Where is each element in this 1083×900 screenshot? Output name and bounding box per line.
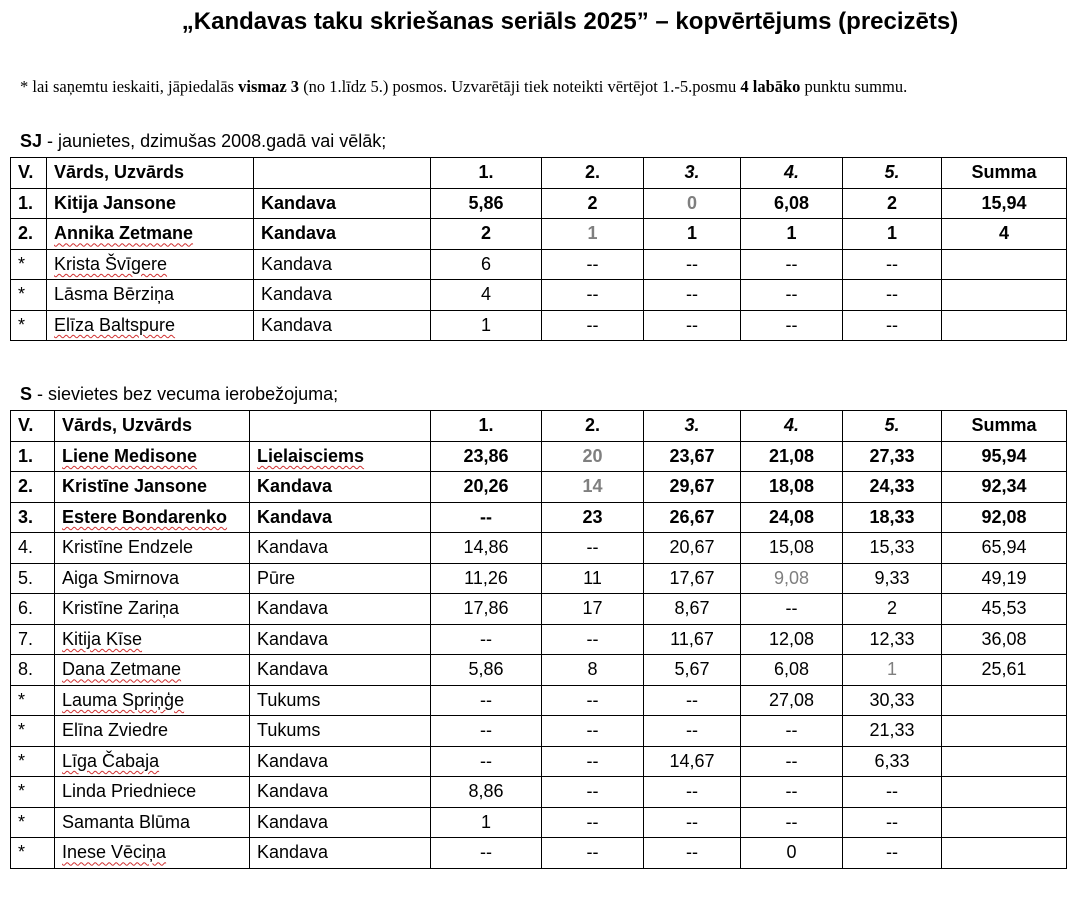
stage-4-cell: -- [741,716,843,747]
club-cell: Kandava [254,188,431,219]
header-stage-2: 2. [542,158,644,189]
stage-1-cell: -- [431,502,542,533]
stage-1-cell: 1 [431,807,542,838]
stage-2-cell: 8 [542,655,644,686]
place-cell: 6. [11,594,55,625]
name-cell [55,838,250,869]
stage-5-cell: 15,33 [843,533,942,564]
stage-5-cell: 2 [843,188,942,219]
place-cell: 8. [11,655,55,686]
stage-2-cell: 2 [542,188,644,219]
stage-3-cell: 26,67 [644,502,741,533]
stage-2-cell: -- [542,533,644,564]
name-cell [47,219,254,250]
stage-3-cell: 20,67 [644,533,741,564]
table-row [11,594,1067,625]
header-sum: Summa [942,158,1067,189]
stage-4-cell: 21,08 [741,441,843,472]
stage-4-cell: -- [741,777,843,808]
name-text: Annika Zetmane [54,223,194,244]
club-cell: Tukums [250,685,431,716]
stage-1-cell: -- [431,838,542,869]
club-cell: Kandava [250,655,431,686]
stage-2-cell: 17 [542,594,644,625]
place-cell: 3. [11,502,55,533]
table-header-row [11,411,1067,442]
club-cell: Kandava [250,777,431,808]
header-stage-4: 4. [741,158,843,189]
header-club [254,158,431,189]
stage-1-cell: 2 [431,219,542,250]
club-cell: Kandava [250,472,431,503]
place-cell: 2. [11,472,55,503]
name-cell: Kristīne Endzele [55,533,250,564]
stage-5-cell: -- [843,838,942,869]
stage-3-cell: -- [644,838,741,869]
stage-3-cell: -- [644,685,741,716]
club-text: Lielaisciems [257,445,365,466]
stage-1-cell: 11,26 [431,563,542,594]
stage-1-cell: 6 [431,249,542,280]
name-cell: Elīna Zviedre [55,716,250,747]
stage-4-cell: -- [741,746,843,777]
name-cell: Kristīne Jansone [55,472,250,503]
table-row [11,441,1067,472]
stage-5-cell: 30,33 [843,685,942,716]
header-stage-1: 1. [431,158,542,189]
stage-4-cell: 12,08 [741,624,843,655]
name-cell [47,249,254,280]
stage-5-cell: -- [843,310,942,341]
club-cell: Kandava [250,746,431,777]
table-row [11,563,1067,594]
stage-4-cell: 9,08 [741,563,843,594]
name-cell: Linda Priedniece [55,777,250,808]
club-cell: Kandava [254,219,431,250]
header-sum: Summa [942,411,1067,442]
sum-cell [942,310,1067,341]
results-table-s [10,410,1067,869]
stage-3-cell: 11,67 [644,624,741,655]
name-cell [55,746,250,777]
name-cell [55,685,250,716]
club-cell [250,441,431,472]
place-cell: * [11,280,47,311]
stage-5-cell: 1 [843,219,942,250]
table-row [11,746,1067,777]
stage-3-cell: 8,67 [644,594,741,625]
note-bold-2: 4 labāko [740,77,801,96]
place-cell: * [11,838,55,869]
table-row [11,777,1067,808]
stage-5-cell: 9,33 [843,563,942,594]
place-cell: 7. [11,624,55,655]
club-cell: Kandava [250,594,431,625]
place-cell: 1. [11,188,47,219]
name-text: Līga Čabaja [62,750,160,771]
category-description: - jaunietes, dzimušas 2008.gadā vai vēlāk; [42,131,387,151]
name-text: Liene Medisone [62,445,198,466]
name-cell [55,655,250,686]
sum-cell [942,838,1067,869]
stage-5-cell: 27,33 [843,441,942,472]
place-cell: * [11,777,55,808]
name-cell [55,441,250,472]
stage-2-cell: 23 [542,502,644,533]
stage-1-cell: 17,86 [431,594,542,625]
table-row [11,472,1067,503]
sum-cell [942,280,1067,311]
stage-5-cell: -- [843,807,942,838]
note-text-2: (no 1.līdz 5.) posmos. Uzvarētāji tiek noteikti vērtējot 1.-5.posmu [299,77,741,96]
stage-3-cell: 0 [644,188,741,219]
table-header-row [11,158,1067,189]
results-table-sj [10,157,1067,341]
stage-1-cell: 14,86 [431,533,542,564]
scoring-note [20,77,907,97]
stage-1-cell: 20,26 [431,472,542,503]
sum-cell: 49,19 [942,563,1067,594]
name-text: Kitija Kīse [62,628,143,649]
stage-3-cell: -- [644,777,741,808]
stage-2-cell: 20 [542,441,644,472]
place-cell: * [11,807,55,838]
stage-5-cell: -- [843,280,942,311]
note-text-1: * lai saņemtu ieskaiti, jāpiedalās [20,77,239,96]
stage-3-cell: -- [644,249,741,280]
stage-3-cell: -- [644,807,741,838]
sum-cell [942,777,1067,808]
header-stage-2: 2. [542,411,644,442]
stage-2-cell: -- [542,310,644,341]
stage-1-cell: 1 [431,310,542,341]
club-cell: Kandava [250,533,431,564]
category-heading-sj [20,131,386,152]
header-place: V. [11,158,47,189]
stage-1-cell: 4 [431,280,542,311]
stage-4-cell: 27,08 [741,685,843,716]
sum-cell [942,746,1067,777]
sum-cell: 4 [942,219,1067,250]
table-row [11,188,1067,219]
name-cell: Samanta Blūma [55,807,250,838]
table-row [11,624,1067,655]
stage-3-cell: 14,67 [644,746,741,777]
sum-cell: 36,08 [942,624,1067,655]
stage-2-cell: -- [542,746,644,777]
stage-1-cell: 5,86 [431,655,542,686]
place-cell: 2. [11,219,47,250]
place-cell: 4. [11,533,55,564]
place-cell: * [11,249,47,280]
stage-5-cell: 2 [843,594,942,625]
stage-4-cell: 24,08 [741,502,843,533]
name-text: Estere Bondarenko [62,506,228,527]
sum-cell [942,716,1067,747]
name-cell [47,310,254,341]
stage-5-cell: 21,33 [843,716,942,747]
stage-3-cell: 17,67 [644,563,741,594]
note-bold-1: vismaz 3 [238,77,300,96]
stage-2-cell: -- [542,716,644,747]
stage-2-cell: -- [542,249,644,280]
table-row [11,502,1067,533]
stage-3-cell: 23,67 [644,441,741,472]
table-row [11,838,1067,869]
stage-2-cell: 14 [542,472,644,503]
club-cell: Kandava [250,502,431,533]
sum-cell: 95,94 [942,441,1067,472]
header-stage-4: 4. [741,411,843,442]
club-cell: Kandava [250,624,431,655]
table-row [11,280,1067,311]
stage-2-cell: -- [542,685,644,716]
stage-2-cell: 1 [542,219,644,250]
stage-5-cell: 12,33 [843,624,942,655]
name-text: Krista Švīgere [54,253,168,274]
table-row [11,219,1067,250]
table-row [11,310,1067,341]
stage-5-cell: 1 [843,655,942,686]
name-text: Dana Zetmane [62,659,182,680]
stage-1-cell: -- [431,624,542,655]
sum-cell [942,685,1067,716]
stage-3-cell: 5,67 [644,655,741,686]
name-cell: Kitija Jansone [47,188,254,219]
header-place: V. [11,411,55,442]
stage-3-cell: -- [644,716,741,747]
sum-cell: 25,61 [942,655,1067,686]
sum-cell: 92,34 [942,472,1067,503]
name-text: Inese Vēciņa [62,842,167,863]
name-cell: Aiga Smirnova [55,563,250,594]
table-row [11,807,1067,838]
sum-cell: 65,94 [942,533,1067,564]
stage-4-cell: 6,08 [741,188,843,219]
stage-5-cell: -- [843,249,942,280]
header-stage-1: 1. [431,411,542,442]
category-description: - sievietes bez vecuma ierobežojuma; [32,384,339,404]
table-row [11,716,1067,747]
table-body [11,158,1067,341]
note-text-3: punktu summu. [800,77,908,96]
club-cell: Kandava [250,807,431,838]
category-code: SJ [20,131,43,151]
table-body [11,411,1067,869]
stage-5-cell: -- [843,777,942,808]
header-club [250,411,431,442]
stage-4-cell: 15,08 [741,533,843,564]
stage-1-cell: 23,86 [431,441,542,472]
stage-1-cell: 8,86 [431,777,542,808]
stage-3-cell: 29,67 [644,472,741,503]
page-title: „Kandavas taku skriešanas seriāls 2025” – kopvērtējums (precizēts) [181,8,959,35]
name-text: Elīza Baltspure [54,314,176,335]
sum-cell [942,807,1067,838]
stage-4-cell: -- [741,310,843,341]
header-name: Vārds, Uzvārds [47,158,254,189]
table-row [11,655,1067,686]
club-cell: Kandava [250,838,431,869]
stage-4-cell: -- [741,594,843,625]
header-name: Vārds, Uzvārds [55,411,250,442]
stage-5-cell: 6,33 [843,746,942,777]
stage-3-cell: -- [644,280,741,311]
stage-2-cell: -- [542,807,644,838]
name-cell: Lāsma Bērziņa [47,280,254,311]
stage-2-cell: -- [542,838,644,869]
place-cell: 5. [11,563,55,594]
stage-3-cell: 1 [644,219,741,250]
table-row [11,533,1067,564]
stage-2-cell: -- [542,777,644,808]
stage-5-cell: 18,33 [843,502,942,533]
header-stage-3: 3. [644,158,741,189]
stage-2-cell: -- [542,280,644,311]
stage-1-cell: 5,86 [431,188,542,219]
header-stage-3: 3. [644,411,741,442]
stage-5-cell: 24,33 [843,472,942,503]
header-stage-5: 5. [843,158,942,189]
sum-cell: 45,53 [942,594,1067,625]
stage-3-cell: -- [644,310,741,341]
category-code: S [20,384,33,404]
stage-2-cell: -- [542,624,644,655]
place-cell: * [11,746,55,777]
stage-4-cell: 1 [741,219,843,250]
header-stage-5: 5. [843,411,942,442]
club-cell: Tukums [250,716,431,747]
club-cell: Kandava [254,249,431,280]
stage-2-cell: 11 [542,563,644,594]
club-cell: Pūre [250,563,431,594]
place-cell: * [11,310,47,341]
club-cell: Kandava [254,280,431,311]
sum-cell [942,249,1067,280]
place-cell: * [11,716,55,747]
name-cell [55,624,250,655]
stage-4-cell: -- [741,807,843,838]
stage-4-cell: -- [741,280,843,311]
name-text: Lauma Spriņģe [62,689,185,710]
stage-4-cell: 18,08 [741,472,843,503]
club-cell: Kandava [254,310,431,341]
name-cell: Kristīne Zariņa [55,594,250,625]
stage-1-cell: -- [431,746,542,777]
name-cell [55,502,250,533]
stage-4-cell: 0 [741,838,843,869]
stage-4-cell: 6,08 [741,655,843,686]
stage-4-cell: -- [741,249,843,280]
stage-1-cell: -- [431,685,542,716]
table-row [11,249,1067,280]
category-heading-s [20,384,338,405]
place-cell: * [11,685,55,716]
sum-cell: 15,94 [942,188,1067,219]
table-row [11,685,1067,716]
place-cell: 1. [11,441,55,472]
sum-cell: 92,08 [942,502,1067,533]
stage-1-cell: -- [431,716,542,747]
